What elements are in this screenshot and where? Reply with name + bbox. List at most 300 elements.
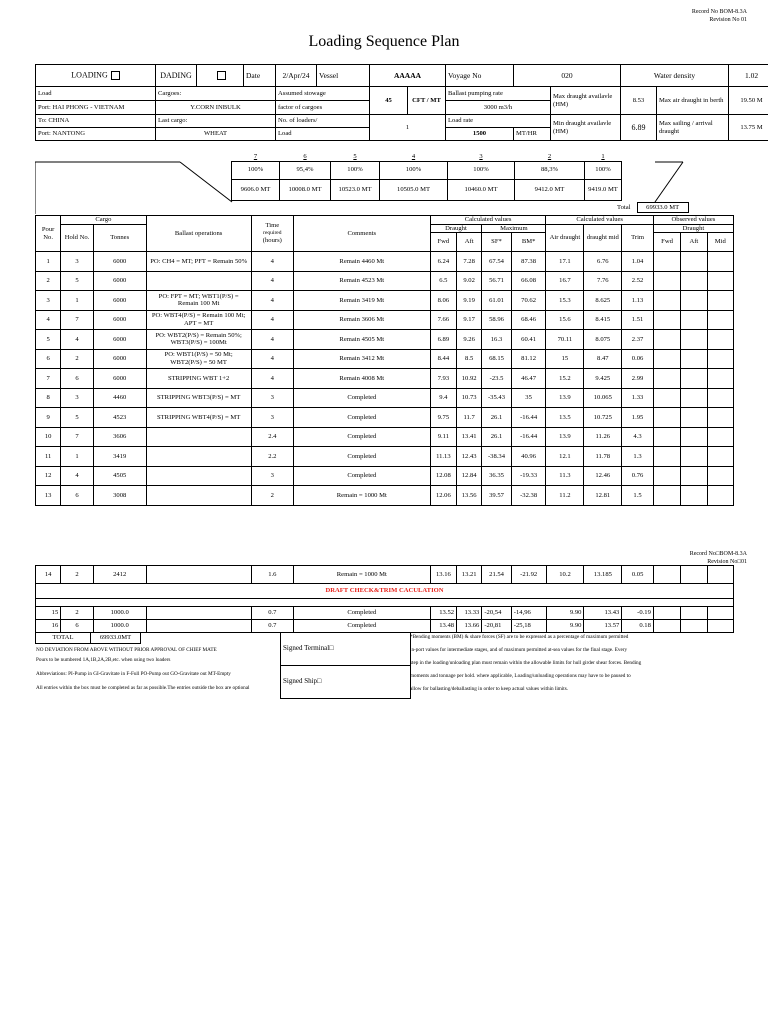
row-air: 13.9 — [546, 427, 584, 447]
row-obs-mid[interactable] — [707, 369, 733, 389]
row-hold: 4 — [61, 466, 94, 486]
table-row — [36, 566, 734, 584]
row-obs-aft[interactable] — [681, 447, 707, 467]
row-hold: 2 — [61, 607, 94, 620]
col-cargo: Cargo — [61, 216, 146, 225]
row-comment: Completed — [293, 408, 430, 428]
row-time: 2.4 — [251, 427, 293, 447]
row-obs-fwd[interactable] — [653, 620, 680, 633]
row-pour: 7 — [36, 369, 61, 389]
row-hold: 3 — [61, 388, 94, 408]
row-tonnes: 6000 — [93, 271, 146, 291]
row-tonnes: 3008 — [93, 486, 146, 506]
col-comments: Comments — [293, 216, 430, 252]
row-obs-aft[interactable] — [681, 607, 707, 620]
row-obs-aft[interactable] — [681, 349, 707, 369]
row-time: 4 — [251, 330, 293, 350]
col-time — [251, 216, 293, 252]
col-obs-mid: Mid — [707, 233, 733, 252]
to-label: To: CHINA — [36, 115, 156, 128]
row-trim: 0.18 — [622, 620, 654, 633]
discharging-checkbox[interactable] — [217, 71, 226, 80]
row-mid: 8.47 — [584, 349, 622, 369]
col-obs-aft: Aft — [681, 233, 707, 252]
row-aft: 13.33 — [457, 607, 482, 620]
row-obs-fwd[interactable] — [653, 408, 680, 428]
row-pour: 9 — [36, 408, 61, 428]
max-draught-label: Max draught availavle (HM) — [551, 87, 621, 115]
row-mid: 6.76 — [584, 252, 622, 272]
row-ballast — [146, 607, 251, 620]
row-fwd: 6.24 — [430, 252, 456, 272]
row-air: 15.6 — [546, 310, 584, 330]
row-ballast: PO: CH4 = MT; PFT = Remain 50% — [146, 252, 251, 272]
row-obs-fwd[interactable] — [653, 388, 680, 408]
note-line: All entries within the box must be completed as far as possible.The entries outside the box are optional — [36, 685, 250, 691]
note-line: moments and tonnage per hold. where applicable, Loading/unloading operations may have to be paused to — [410, 673, 631, 679]
row-time: 4 — [251, 349, 293, 369]
row-air: 13.9 — [546, 388, 584, 408]
row-pour: 5 — [36, 330, 61, 350]
row-bm: -14,96 — [511, 607, 546, 620]
sequence-rows — [36, 252, 734, 506]
col-required: required — [263, 229, 282, 236]
row-obs-mid[interactable] — [707, 466, 733, 486]
row-sf: 36.35 — [482, 466, 511, 486]
row-obs-fwd[interactable] — [653, 466, 680, 486]
record-number: Record No BOM-8.3A — [691, 9, 747, 15]
row-pour: 2 — [36, 271, 61, 291]
row-fwd: 12.06 — [430, 486, 456, 506]
row-air: 13.5 — [546, 408, 584, 428]
row-obs-aft[interactable] — [681, 330, 707, 350]
row-trim: 2.99 — [622, 369, 654, 389]
row-obs-fwd[interactable] — [653, 271, 680, 291]
row-comment: Remain 3412 Mt — [293, 349, 430, 369]
row-ballast — [146, 447, 251, 467]
last-cargo-label: Last cargo: — [156, 115, 276, 128]
row-ballast — [146, 566, 251, 584]
col-fwd: Fwd — [430, 233, 456, 252]
row-obs-mid[interactable] — [707, 310, 733, 330]
row-tonnes: 6000 — [93, 291, 146, 311]
row-obs-fwd[interactable] — [653, 427, 680, 447]
row-air: 70.11 — [546, 330, 584, 350]
row-aft: 8.5 — [457, 349, 482, 369]
row-aft: 11.7 — [457, 408, 482, 428]
row-obs-fwd[interactable] — [653, 566, 680, 584]
row-time: 3 — [251, 466, 293, 486]
row-obs-aft[interactable] — [681, 291, 707, 311]
row-obs-fwd[interactable] — [653, 330, 680, 350]
row-time: 4 — [251, 310, 293, 330]
row-comment: Completed — [293, 447, 430, 467]
row-bm: -21.92 — [511, 566, 546, 584]
col-ballast: Ballast operations — [146, 216, 251, 252]
hold-percent-row — [232, 161, 622, 179]
row-time: 4 — [251, 252, 293, 272]
row-sf: 39.57 — [482, 486, 511, 506]
row-time: 3 — [251, 408, 293, 428]
row-ballast: STRIPPING WBT3(P/S) = MT — [146, 388, 251, 408]
note-line: Abbreviations: PI-Pump in GI-Gravitate in F-Full PO-Pump out GO-Gravitate out MT-Empty — [36, 671, 231, 677]
table-row — [36, 447, 734, 467]
load-rate-value: 1500 — [446, 128, 514, 141]
row-mid: 7.76 — [584, 271, 622, 291]
table-row — [36, 607, 734, 620]
row-hold: 4 — [61, 330, 94, 350]
hold-number: 4 — [411, 152, 416, 160]
row-air: 15.3 — [546, 291, 584, 311]
port-label: Port: HAI PHONG - VIETNAM — [36, 101, 156, 115]
signed-terminal[interactable]: Signed Terminal□ — [281, 633, 411, 666]
row-pour: 10 — [36, 427, 61, 447]
row-fwd: 6.5 — [430, 271, 456, 291]
row-bm: 70.62 — [511, 291, 546, 311]
row-mid: 10.065 — [584, 388, 622, 408]
col-bm: BM* — [511, 233, 546, 252]
load-rate-label: Load rate — [446, 115, 551, 128]
note-line: *Bending moments (BM) & share forces (SF) are to be expressed as a percentage of maximum permitted — [410, 634, 629, 640]
row-mid: 8.415 — [584, 310, 622, 330]
row-sf: 56.71 — [482, 271, 511, 291]
col-hold: Hold No. — [61, 224, 94, 252]
record-number-2: Record No□BOM-8.3A — [689, 551, 747, 557]
row-hold: 6 — [61, 369, 94, 389]
loading-checkbox[interactable] — [111, 71, 120, 80]
row-trim: 1.04 — [622, 252, 654, 272]
row-air: 16.7 — [546, 271, 584, 291]
hold-tonnes-row — [232, 179, 622, 200]
row-hold: 5 — [61, 408, 94, 428]
discharging-label: DADING — [160, 70, 192, 80]
row-ballast — [146, 620, 251, 633]
col-sf: SF* — [482, 233, 511, 252]
row-trim: 2.37 — [622, 330, 654, 350]
row-pour: 16 — [36, 620, 61, 633]
row-trim: 1.95 — [622, 408, 654, 428]
row-pour: 8 — [36, 388, 61, 408]
note-line: step in the loading/unloading plan must remain within the allowable limits for hull girder shear forces. Bending — [410, 660, 642, 666]
discharging-checkbox-cell[interactable] — [197, 65, 244, 87]
row-air: 10.2 — [546, 566, 584, 584]
row-pour: 11 — [36, 447, 61, 467]
assumed-stowage-label: Assumed stowage — [276, 87, 370, 101]
notes-left — [36, 647, 276, 692]
row-time: 4 — [251, 369, 293, 389]
row-sf: 67.54 — [482, 252, 511, 272]
row-obs-aft[interactable] — [681, 271, 707, 291]
hold-number: 6 — [303, 152, 307, 160]
row-aft: 9.02 — [457, 271, 482, 291]
stowage-value: 45 — [370, 87, 408, 115]
hold-percent: 100% — [585, 161, 622, 179]
row-ballast — [146, 271, 251, 291]
row-comment: Completed — [293, 427, 430, 447]
row-sf: 21.54 — [482, 566, 511, 584]
total-table — [35, 632, 141, 644]
table-row — [36, 291, 734, 311]
load-rate-unit: MT/HR — [514, 128, 551, 141]
col-obs-draught: Draught — [653, 224, 733, 233]
row-obs-mid[interactable] — [707, 330, 733, 350]
row-obs-aft[interactable] — [681, 388, 707, 408]
row-comment: Completed — [293, 388, 430, 408]
row-obs-aft[interactable] — [681, 427, 707, 447]
table-row — [36, 620, 734, 633]
row-obs-fwd[interactable] — [653, 310, 680, 330]
row-comment: Remain 4523 Mt — [293, 271, 430, 291]
row-fwd: 7.66 — [430, 310, 456, 330]
water-density-label: Water density — [621, 65, 729, 87]
row-pour: 15 — [36, 607, 61, 620]
col-pour: Pour No. — [36, 216, 61, 252]
spacer-row — [36, 599, 734, 607]
row-trim: 1.51 — [622, 310, 654, 330]
row-tonnes: 4523 — [93, 408, 146, 428]
last-cargo-value: WHEAT — [156, 128, 276, 141]
row-hold: 6 — [61, 620, 94, 633]
total-label: Total — [617, 204, 631, 211]
row-obs-aft[interactable] — [681, 620, 707, 633]
row-aft: 7.28 — [457, 252, 482, 272]
row-fwd: 9.75 — [430, 408, 456, 428]
row-mid: 10.725 — [584, 408, 622, 428]
row-ballast — [146, 466, 251, 486]
max-sailing-label: Max sailing / arrival draught — [657, 115, 729, 141]
table-row — [36, 271, 734, 291]
row-comment: Completed — [293, 607, 430, 620]
row-obs-fwd[interactable] — [653, 252, 680, 272]
row-sf: 61.01 — [482, 291, 511, 311]
row-obs-aft[interactable] — [681, 466, 707, 486]
row-aft: 9.19 — [457, 291, 482, 311]
hold-percent: 100% — [448, 161, 515, 179]
row-tonnes: 1000.0 — [93, 607, 146, 620]
col-maximum: Maximum — [482, 224, 546, 233]
row-air: 11.3 — [546, 466, 584, 486]
row-trim: -0.19 — [622, 607, 654, 620]
row-sf: -35.43 — [482, 388, 511, 408]
row-sf: 26.1 — [482, 427, 511, 447]
table-row — [36, 349, 734, 369]
row-hold: 2 — [61, 566, 94, 584]
row-trim: 0.06 — [622, 349, 654, 369]
row-sf: -38.34 — [482, 447, 511, 467]
table-row — [36, 310, 734, 330]
table-row — [36, 388, 734, 408]
signature-table — [280, 632, 411, 699]
table-row — [36, 427, 734, 447]
signed-ship[interactable]: Signed Ship□ — [281, 666, 411, 699]
row-bm: 68.46 — [511, 310, 546, 330]
row-air: 11.2 — [546, 486, 584, 506]
row-obs-aft[interactable] — [681, 566, 707, 584]
row-air: 12.1 — [546, 447, 584, 467]
row-tonnes: 3606 — [93, 427, 146, 447]
factor-label: factor of cargoes — [276, 101, 370, 115]
row-hold: 1 — [61, 291, 94, 311]
page-title: Loading Sequence Plan — [308, 33, 460, 50]
row-bm: 35 — [511, 388, 546, 408]
row-bm: -19.33 — [511, 466, 546, 486]
row-tonnes: 2412 — [93, 566, 146, 584]
row-aft: 10.73 — [457, 388, 482, 408]
discharging-option[interactable] — [156, 65, 197, 87]
row-fwd: 11.13 — [430, 447, 456, 467]
row-obs-mid[interactable] — [707, 427, 733, 447]
col-air: Air draught — [546, 224, 584, 252]
row-ballast: STRIPPING WBT4(P/S) = MT — [146, 408, 251, 428]
row-comment: Remain 3419 Mt — [293, 291, 430, 311]
row-ballast: STRIPPING WBT 1+2 — [146, 369, 251, 389]
col-draught: Draught — [430, 224, 482, 233]
row-hold: 5 — [61, 271, 94, 291]
total-value: 69933.0 MT — [637, 202, 689, 213]
row-sf: -23.5 — [482, 369, 511, 389]
row-obs-fwd[interactable] — [653, 486, 680, 506]
record-block-2 — [690, 550, 747, 566]
row-comment: Remain = 1000 Mt — [293, 566, 430, 584]
row-fwd: 13.52 — [430, 607, 456, 620]
hold-percent: 88,3% — [515, 161, 585, 179]
row-obs-aft[interactable] — [681, 310, 707, 330]
row-comment: Remain 3606 Mt — [293, 310, 430, 330]
row-trim: 1.5 — [622, 486, 654, 506]
load2-label: Load — [276, 128, 370, 141]
row-sf: 58.96 — [482, 310, 511, 330]
row-obs-mid[interactable] — [707, 388, 733, 408]
row-mid: 9.425 — [584, 369, 622, 389]
row-ballast — [146, 486, 251, 506]
row-ballast — [146, 427, 251, 447]
row-tonnes: 6000 — [93, 349, 146, 369]
sequence-table — [35, 215, 734, 506]
row-hold: 2 — [61, 349, 94, 369]
loading-option[interactable] — [36, 65, 156, 87]
row-obs-mid[interactable] — [707, 349, 733, 369]
row-pour: 12 — [36, 466, 61, 486]
row-trim: 1.33 — [622, 388, 654, 408]
row-sf: -20,54 — [482, 607, 511, 620]
row-pour: 14 — [36, 566, 61, 584]
row-obs-aft[interactable] — [681, 486, 707, 506]
hold-percent: 100% — [331, 161, 380, 179]
row-hold: 6 — [61, 486, 94, 506]
continuation-table — [35, 565, 734, 633]
row-time: 3 — [251, 388, 293, 408]
row-bm: 87.38 — [511, 252, 546, 272]
col-mid: draught mid — [584, 224, 622, 252]
hold-number: 5 — [353, 152, 357, 160]
row-pour: 6 — [36, 349, 61, 369]
row-fwd: 13.48 — [430, 620, 456, 633]
row-obs-aft[interactable] — [681, 369, 707, 389]
row-obs-mid[interactable] — [707, 607, 733, 620]
row-obs-fwd[interactable] — [653, 607, 680, 620]
row-mid: 13.43 — [584, 607, 622, 620]
row-bm: 46.47 — [511, 369, 546, 389]
row-trim: 1.13 — [622, 291, 654, 311]
voyage-label: Voyage No — [446, 65, 514, 87]
row-sf: 26.1 — [482, 408, 511, 428]
hold-number: 1 — [601, 152, 605, 160]
hold-number: 3 — [479, 152, 483, 160]
hold-tonnes: 9419.0 MT — [585, 179, 622, 200]
row-obs-mid[interactable] — [707, 486, 733, 506]
row-fwd: 13.16 — [430, 566, 456, 584]
min-draught-value: 6.89 — [621, 115, 657, 141]
hold-tonnes: 10523.0 MT — [331, 179, 380, 200]
stowage-unit: CFT / MT — [408, 87, 446, 115]
row-fwd: 7.93 — [430, 369, 456, 389]
row-obs-mid[interactable] — [707, 620, 733, 633]
row-obs-mid[interactable] — [707, 252, 733, 272]
col-hours: (hours) — [262, 237, 282, 245]
row-tonnes: 6000 — [93, 330, 146, 350]
row-hold: 7 — [61, 310, 94, 330]
row-time: 2 — [251, 486, 293, 506]
row-obs-fwd[interactable] — [653, 291, 680, 311]
row-mid: 8.625 — [584, 291, 622, 311]
vessel-value: AAAAA — [370, 65, 446, 87]
ballast-rate-value: 3000 m3/h — [446, 101, 551, 115]
notes-right — [410, 634, 730, 693]
load-label: Load — [36, 87, 156, 101]
row-comment: Completed — [293, 466, 430, 486]
row-comment: Remain 4505 Mt — [293, 330, 430, 350]
row-obs-fwd[interactable] — [653, 349, 680, 369]
row-bm: -16.44 — [511, 427, 546, 447]
row-obs-aft[interactable] — [681, 408, 707, 428]
row-ballast: PO: WBT1(P/S) = 50 Mt; WBT2(P/S) = 50 MT — [146, 349, 251, 369]
col-calc-values: Calculated values — [430, 216, 546, 225]
note-line: allow for ballasting/deballasting in order to keep actual values within limits. — [410, 686, 569, 692]
row-aft: 9.26 — [457, 330, 482, 350]
row-obs-mid[interactable] — [707, 271, 733, 291]
row-aft: 13.41 — [457, 427, 482, 447]
row-obs-mid[interactable] — [707, 566, 733, 584]
row-bm: -16.44 — [511, 408, 546, 428]
loading-label: LOADING — [71, 70, 108, 80]
row-aft: 13.56 — [457, 486, 482, 506]
row-comment: Remain 4008 Mt — [293, 369, 430, 389]
revision-number-2: Revision No□01 — [707, 559, 747, 565]
row-obs-mid[interactable] — [707, 447, 733, 467]
row-trim: 0.76 — [622, 466, 654, 486]
row-ballast: PO: WBT4(P/S) = Remain 100 Mt; APT = MT — [146, 310, 251, 330]
hold-number: 2 — [547, 152, 552, 160]
row-obs-fwd[interactable] — [653, 447, 680, 467]
col-obs-fwd: Fwd — [653, 233, 680, 252]
row-obs-aft[interactable] — [681, 252, 707, 272]
col-observed: Observed values — [653, 216, 733, 225]
water-density-value: 1.02 — [729, 65, 768, 87]
row-bm: -32.38 — [511, 486, 546, 506]
row-hold: 1 — [61, 447, 94, 467]
draft-check-rows — [36, 607, 734, 633]
table-row — [36, 466, 734, 486]
loaders-label: No. of loaders/ — [276, 115, 370, 128]
vessel-label: Vessel — [317, 65, 370, 87]
row-obs-mid[interactable] — [707, 291, 733, 311]
row-fwd: 8.44 — [430, 349, 456, 369]
row-mid: 13.185 — [584, 566, 622, 584]
row-air: 9.90 — [546, 620, 584, 633]
row-obs-mid[interactable] — [707, 408, 733, 428]
row-obs-fwd[interactable] — [653, 369, 680, 389]
total-row-label: TOTAL — [36, 633, 91, 644]
